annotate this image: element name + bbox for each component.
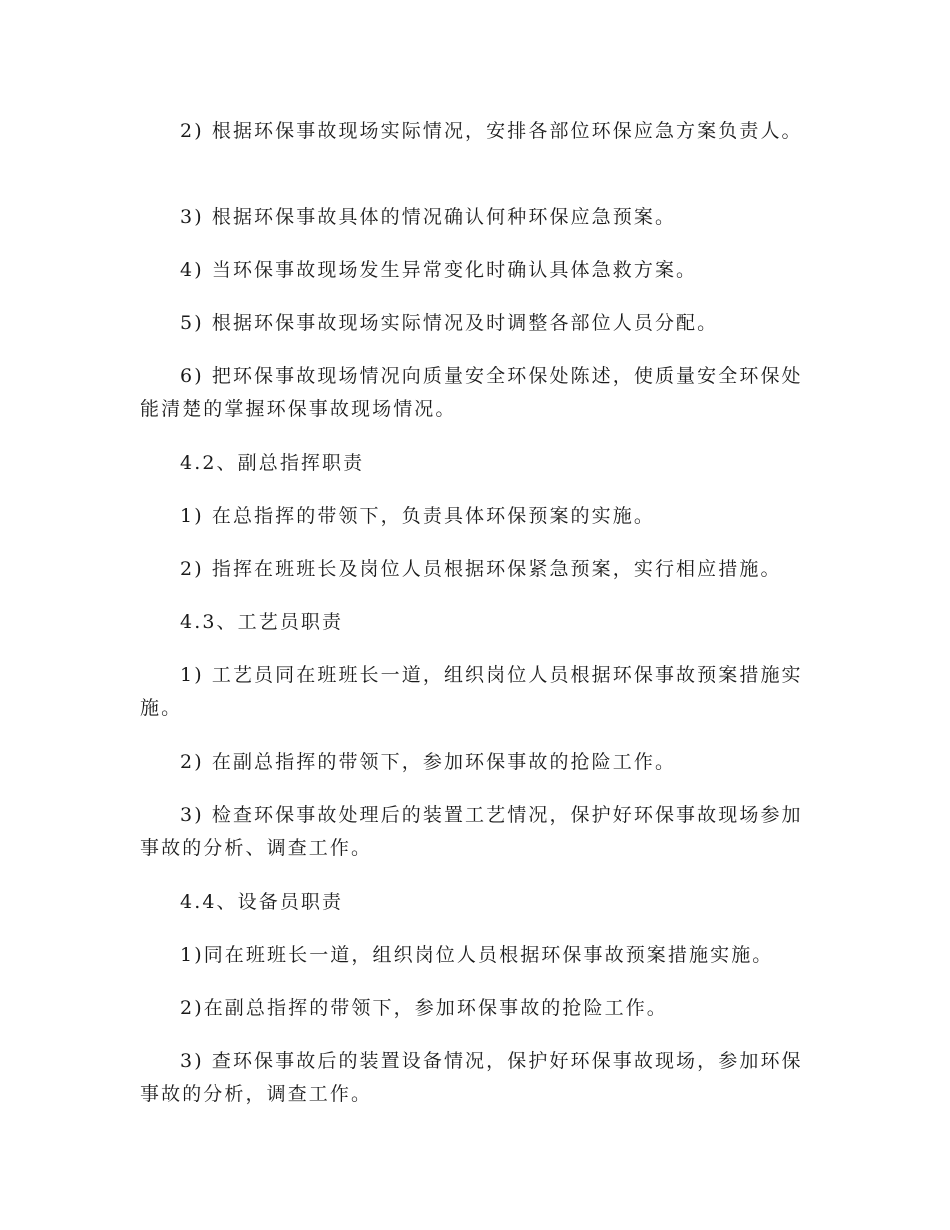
section-heading-4-4: 4.4、设备员职责 — [180, 891, 344, 913]
paragraph-4-4-3: 3) 查环保事故后的装置设备情况，保护好环保事故现场，参加环保事故的分析，调查工作。 — [140, 1050, 803, 1105]
paragraph-4-3-3: 3) 检查环保事故处理后的装置工艺情况，保护好环保事故现场参加事故的分析、调查工作。 — [140, 804, 803, 859]
paragraph-4-emergency-rescue: 4) 当环保事故现场发生异常变化时确认具体急救方案。 — [180, 259, 698, 281]
paragraph-4-4-1: 1)同在班班长一道，组织岗位人员根据环保事故预案措施实施。 — [180, 944, 774, 966]
section-heading-4-2: 4.2、副总指挥职责 — [180, 452, 365, 474]
paragraph-4-3-1: 1) 工艺员同在班班长一道，组织岗位人员根据环保事故预案措施实施。 — [140, 664, 803, 719]
paragraph-6-report-situation: 6) 把环保事故现场情况向质量安全环保处陈述，使质量安全环保处能清楚的掌握环保事故现场情况。 — [140, 365, 803, 420]
paragraph-5-adjust-staffing: 5) 根据环保事故现场实际情况及时调整各部位人员分配。 — [180, 312, 719, 334]
paragraph-4-2-2: 2) 指挥在班班长及岗位人员根据环保紧急预案，实行相应措施。 — [180, 558, 782, 580]
paragraph-4-4-2: 2)在副总指挥的带领下，参加环保事故的抢险工作。 — [180, 997, 668, 1019]
paragraph-4-2-1: 1) 在总指挥的带领下，负责具体环保预案的实施。 — [180, 505, 655, 527]
section-heading-4-3: 4.3、工艺员职责 — [180, 611, 344, 633]
paragraph-2-assign-leaders: 2) 根据环保事故现场实际情况，安排各部位环保应急方案负责人。 — [180, 120, 803, 142]
paragraph-3-confirm-plan: 3) 根据环保事故具体的情况确认何种环保应急预案。 — [180, 206, 677, 228]
paragraph-4-3-2: 2) 在副总指挥的带领下，参加环保事故的抢险工作。 — [180, 751, 677, 773]
